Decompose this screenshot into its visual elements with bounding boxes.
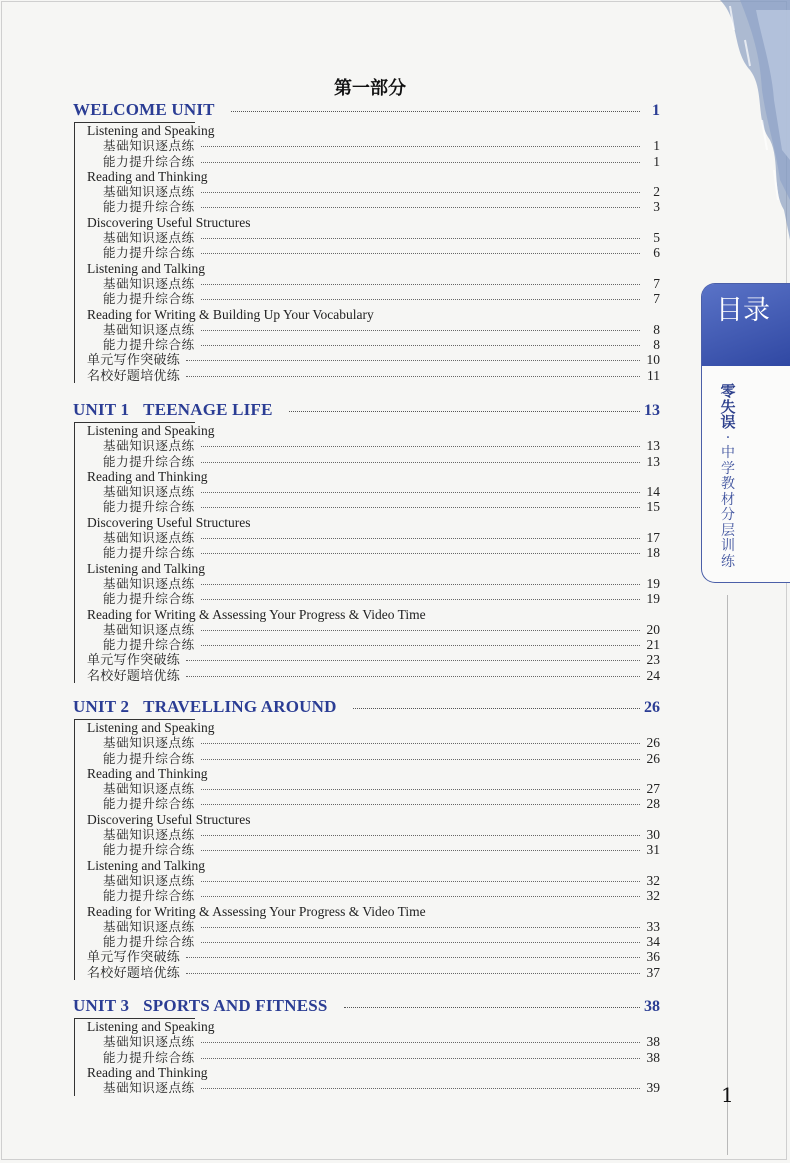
brush-stroke-decoration: [710, 0, 790, 260]
toc-entry-page: 34: [646, 934, 660, 950]
toc-entry-page: 21: [646, 637, 660, 653]
toc-entry-page: 3: [653, 199, 660, 215]
dot-leader: [201, 584, 640, 585]
toc-entry[interactable]: [73, 1034, 660, 1049]
toc-entry-main[interactable]: [73, 352, 660, 367]
toc-entry-label: 基础知识逐点练: [103, 735, 195, 751]
toc-entry-label: 基础知识逐点练: [103, 484, 195, 500]
toc-entry[interactable]: [73, 438, 660, 453]
toc-entry[interactable]: [73, 199, 660, 214]
toc-entry[interactable]: [73, 276, 660, 291]
toc-entry-label: 能力提升综合练: [103, 1049, 195, 1065]
toc-entry-label: 基础知识逐点练: [103, 621, 195, 637]
toc-entry-label: 基础知识逐点练: [103, 530, 195, 546]
toc-entry-page: 15: [646, 499, 660, 515]
toc-entry-page: 20: [646, 621, 660, 637]
toc-entry-main[interactable]: [73, 652, 660, 667]
section-heading: Listening and Speaking: [87, 1019, 215, 1034]
toc-entry[interactable]: [73, 888, 660, 903]
unit-page-number: 1: [652, 102, 660, 119]
toc-entry[interactable]: [73, 245, 660, 260]
toc-entry-page: 13: [646, 438, 660, 454]
toc-entry-page: 26: [646, 750, 660, 766]
toc-entry-label: 能力提升综合练: [103, 934, 195, 950]
toc-entry[interactable]: [73, 622, 660, 637]
side-brand: [715, 384, 741, 570]
side-tab: [701, 283, 790, 583]
toc-entry[interactable]: [73, 591, 660, 606]
dot-leader: [186, 360, 640, 361]
dot-leader: [289, 411, 640, 412]
toc-entry-label: 基础知识逐点练: [103, 918, 195, 934]
toc-entry-page: 14: [646, 484, 660, 500]
toc-entry[interactable]: [73, 637, 660, 652]
toc-entry-label: 名校好题培优练: [87, 668, 181, 684]
unit-items: [73, 720, 660, 980]
toc-entry-page: 23: [646, 652, 660, 668]
unit-items: [73, 123, 660, 383]
toc-entry[interactable]: [73, 484, 660, 499]
unit-page-number: 26: [644, 699, 660, 716]
dot-leader: [201, 743, 640, 744]
toc-entry-page: 31: [646, 842, 660, 858]
toc-entry-label: 能力提升综合练: [103, 796, 195, 812]
page-number: 1: [721, 1083, 734, 1107]
dot-leader: [201, 759, 640, 760]
unit-heading[interactable]: [73, 996, 660, 1018]
toc-entry-label: 能力提升综合练: [103, 337, 195, 353]
dot-leader: [201, 881, 640, 882]
toc-entry-page: 36: [646, 949, 660, 965]
toc-entry[interactable]: [73, 545, 660, 560]
toc-entry-label: 能力提升综合练: [103, 291, 195, 307]
unit-title-main: UNIT 3: [73, 996, 130, 1015]
toc-entry-page: 27: [646, 781, 660, 797]
toc-entry-label: 能力提升综合练: [103, 499, 195, 515]
toc-entry[interactable]: [73, 576, 660, 591]
dot-leader: [344, 1007, 640, 1008]
dot-leader: [201, 538, 640, 539]
toc-entry-page: 10: [646, 352, 660, 368]
section-heading: Reading for Writing & Assessing Your Progress & Video Time: [87, 903, 426, 919]
toc-entry-page: 8: [653, 321, 660, 337]
section-heading: Reading for Writing & Assessing Your Progress & Video Time: [87, 606, 426, 622]
section-heading: Reading for Writing & Building Up Your Vocabulary: [87, 306, 374, 322]
unit-bracket-line: [74, 1019, 75, 1096]
toc-entry-page: 8: [653, 337, 660, 353]
toc-entry-label: 基础知识逐点练: [103, 321, 195, 337]
dot-leader: [201, 942, 640, 943]
dot-leader: [201, 162, 640, 163]
toc-entry-page: 39: [646, 1080, 660, 1096]
toc-entry-main[interactable]: [73, 965, 660, 980]
toc-entry-label: 能力提升综合练: [103, 888, 195, 904]
dot-leader: [201, 789, 640, 790]
toc-entry-page: 26: [646, 735, 660, 751]
toc-entry-label: 基础知识逐点练: [103, 1034, 195, 1050]
toc-entry[interactable]: [73, 781, 660, 796]
dot-leader: [353, 708, 640, 709]
toc-entry-label: 能力提升综合练: [103, 545, 195, 561]
toc-entry-main[interactable]: [73, 949, 660, 964]
unit-items: [73, 423, 660, 683]
toc-entry-page: 13: [646, 453, 660, 469]
unit-bracket-line: [74, 423, 75, 683]
toc-entry-label: 基础知识逐点练: [103, 230, 195, 246]
toc-entry[interactable]: [73, 337, 660, 352]
toc-entry-label: 名校好题培优练: [87, 368, 181, 384]
dot-leader: [201, 1058, 640, 1059]
dot-leader: [186, 660, 640, 661]
unit-title-main: UNIT 1: [73, 400, 130, 419]
unit-bracket-line: [74, 123, 75, 383]
toc-entry-label: 能力提升综合练: [103, 842, 195, 858]
toc-entry-label: 能力提升综合练: [103, 153, 195, 169]
unit-page-number: 38: [644, 998, 660, 1015]
toc-entry-label: 能力提升综合练: [103, 245, 195, 261]
unit-title: [73, 100, 215, 120]
dot-leader: [201, 492, 640, 493]
side-brand-dot: ·: [725, 429, 731, 446]
toc-entry[interactable]: [73, 735, 660, 750]
toc-entry-page: 19: [646, 591, 660, 607]
toc-entry[interactable]: [73, 454, 660, 469]
toc-entry[interactable]: [73, 138, 660, 153]
toc-entry-page: 2: [653, 184, 660, 200]
unit-heading[interactable]: [73, 100, 660, 122]
toc-entry[interactable]: [73, 530, 660, 545]
toc-entry[interactable]: [73, 1050, 660, 1065]
toc-entry[interactable]: [73, 751, 660, 766]
dot-leader: [201, 284, 640, 285]
toc-entry[interactable]: [73, 873, 660, 888]
dot-leader: [201, 1042, 640, 1043]
toc-entry[interactable]: [73, 184, 660, 199]
toc-entry-page: 24: [646, 667, 660, 683]
toc-entry[interactable]: [73, 842, 660, 857]
toc-entry-page: 19: [646, 575, 660, 591]
dot-leader: [201, 804, 640, 805]
toc-entry-main[interactable]: [73, 668, 660, 683]
toc-entry-label: 基础知识逐点练: [103, 575, 195, 591]
toc-entry-page: 11: [647, 367, 660, 383]
dot-leader: [201, 630, 640, 631]
toc-entry-page: 38: [646, 1049, 660, 1065]
dot-leader: [201, 462, 640, 463]
dot-leader: [201, 238, 640, 239]
toc-entry-label: 能力提升综合练: [103, 591, 195, 607]
unit-title-main: WELCOME UNIT: [73, 100, 215, 119]
toc-entry[interactable]: [73, 827, 660, 842]
section-heading: Reading and Thinking: [87, 468, 208, 484]
section-heading: Listening and Speaking: [87, 423, 215, 438]
toc-unit: [73, 400, 660, 683]
dot-leader: [186, 957, 640, 958]
section-heading: Discovering Useful Structures: [87, 811, 251, 827]
toc-entry-label: 基础知识逐点练: [103, 184, 195, 200]
unit-title: [73, 400, 273, 420]
section-heading: Discovering Useful Structures: [87, 514, 251, 530]
toc-entry-page: 6: [653, 245, 660, 261]
dot-leader: [201, 553, 640, 554]
toc-entry-page: 18: [646, 545, 660, 561]
toc-unit: [73, 100, 660, 383]
toc-unit: [73, 697, 660, 980]
dot-leader: [201, 330, 640, 331]
toc-unit: [73, 996, 660, 1095]
toc-entry-page: 5: [653, 230, 660, 246]
toc-entry-label: 单元写作突破练: [87, 353, 181, 369]
dot-leader: [201, 645, 640, 646]
unit-heading[interactable]: [73, 400, 660, 422]
section-heading: Listening and Talking: [87, 857, 206, 873]
unit-page-number: 13: [644, 402, 660, 419]
toc-entry[interactable]: [73, 322, 660, 337]
unit-items: [73, 1019, 660, 1095]
toc-entry-label: 基础知识逐点练: [103, 438, 195, 454]
toc-entry-page: 7: [653, 291, 660, 307]
dot-leader: [201, 446, 640, 447]
toc-entry-page: 38: [646, 1034, 660, 1050]
side-tab-title: 目录: [702, 284, 790, 366]
dot-leader: [201, 927, 640, 928]
dot-leader: [201, 835, 640, 836]
section-heading: Listening and Speaking: [87, 720, 215, 735]
section-heading: Discovering Useful Structures: [87, 214, 251, 230]
unit-title: [73, 996, 328, 1016]
toc-entry-page: 32: [646, 888, 660, 904]
toc-entry[interactable]: [73, 291, 660, 306]
dot-leader: [201, 850, 640, 851]
toc-entry-page: 7: [653, 275, 660, 291]
dot-leader: [186, 376, 640, 377]
dot-leader: [201, 146, 640, 147]
dot-leader: [201, 896, 640, 897]
toc-entry-page: 33: [646, 918, 660, 934]
dot-leader: [201, 507, 640, 508]
dot-leader: [201, 345, 640, 346]
dot-leader: [231, 111, 640, 112]
toc-entry[interactable]: [73, 230, 660, 245]
toc-entry[interactable]: [73, 1080, 660, 1095]
toc-entry-label: 基础知识逐点练: [103, 1080, 195, 1096]
toc-entry-label: 基础知识逐点练: [103, 872, 195, 888]
toc-entry[interactable]: [73, 919, 660, 934]
toc-entry-main[interactable]: [73, 368, 660, 383]
side-divider-line: [727, 595, 728, 1155]
unit-title-sub: TEENAGE LIFE: [143, 400, 273, 419]
unit-title-sub: TRAVELLING AROUND: [143, 697, 337, 716]
side-brand-subtitle: 中学教材分层训练: [721, 445, 735, 570]
dot-leader: [186, 973, 640, 974]
section-heading: Listening and Talking: [87, 260, 206, 276]
dot-leader: [201, 253, 640, 254]
toc-entry-label: 能力提升综合练: [103, 453, 195, 469]
toc-entry-page: 1: [653, 153, 660, 169]
toc-entry-label: 单元写作突破练: [87, 950, 181, 966]
toc-entry-label: 单元写作突破练: [87, 653, 181, 669]
toc-entry-page: 32: [646, 872, 660, 888]
toc-entry[interactable]: [73, 499, 660, 514]
dot-leader: [201, 299, 640, 300]
section-heading: Listening and Speaking: [87, 123, 215, 138]
unit-title-sub: SPORTS AND FITNESS: [143, 996, 328, 1015]
part-title: 第一部分: [334, 78, 406, 99]
unit-heading[interactable]: [73, 697, 660, 719]
section-heading: Reading and Thinking: [87, 1064, 208, 1080]
toc-entry[interactable]: [73, 796, 660, 811]
toc-entry-label: 基础知识逐点练: [103, 275, 195, 291]
dot-leader: [201, 599, 640, 600]
dot-leader: [186, 676, 640, 677]
section-heading: Listening and Talking: [87, 560, 206, 576]
toc-entry-label: 基础知识逐点练: [103, 781, 195, 797]
dot-leader: [201, 1088, 640, 1089]
toc-entry-label: 基础知识逐点练: [103, 827, 195, 843]
toc-entry-page: 17: [646, 530, 660, 546]
section-heading: Reading and Thinking: [87, 765, 208, 781]
toc-entry-label: 基础知识逐点练: [103, 138, 195, 154]
toc-entry[interactable]: [73, 154, 660, 169]
toc-entry-label: 能力提升综合练: [103, 637, 195, 653]
toc-entry-page: 1: [653, 138, 660, 154]
dot-leader: [201, 192, 640, 193]
toc-entry-page: 28: [646, 796, 660, 812]
unit-bracket-line: [74, 720, 75, 980]
toc-entry-page: 30: [646, 827, 660, 843]
side-brand-name: 零失误: [720, 382, 736, 431]
dot-leader: [201, 207, 640, 208]
section-heading: Reading and Thinking: [87, 168, 208, 184]
toc-entry[interactable]: [73, 934, 660, 949]
unit-title: [73, 697, 337, 717]
toc-entry-page: 37: [646, 964, 660, 980]
toc-entry-label: 能力提升综合练: [103, 199, 195, 215]
toc-entry-label: 名校好题培优练: [87, 965, 181, 981]
toc-entry-label: 能力提升综合练: [103, 750, 195, 766]
unit-title-main: UNIT 2: [73, 697, 130, 716]
